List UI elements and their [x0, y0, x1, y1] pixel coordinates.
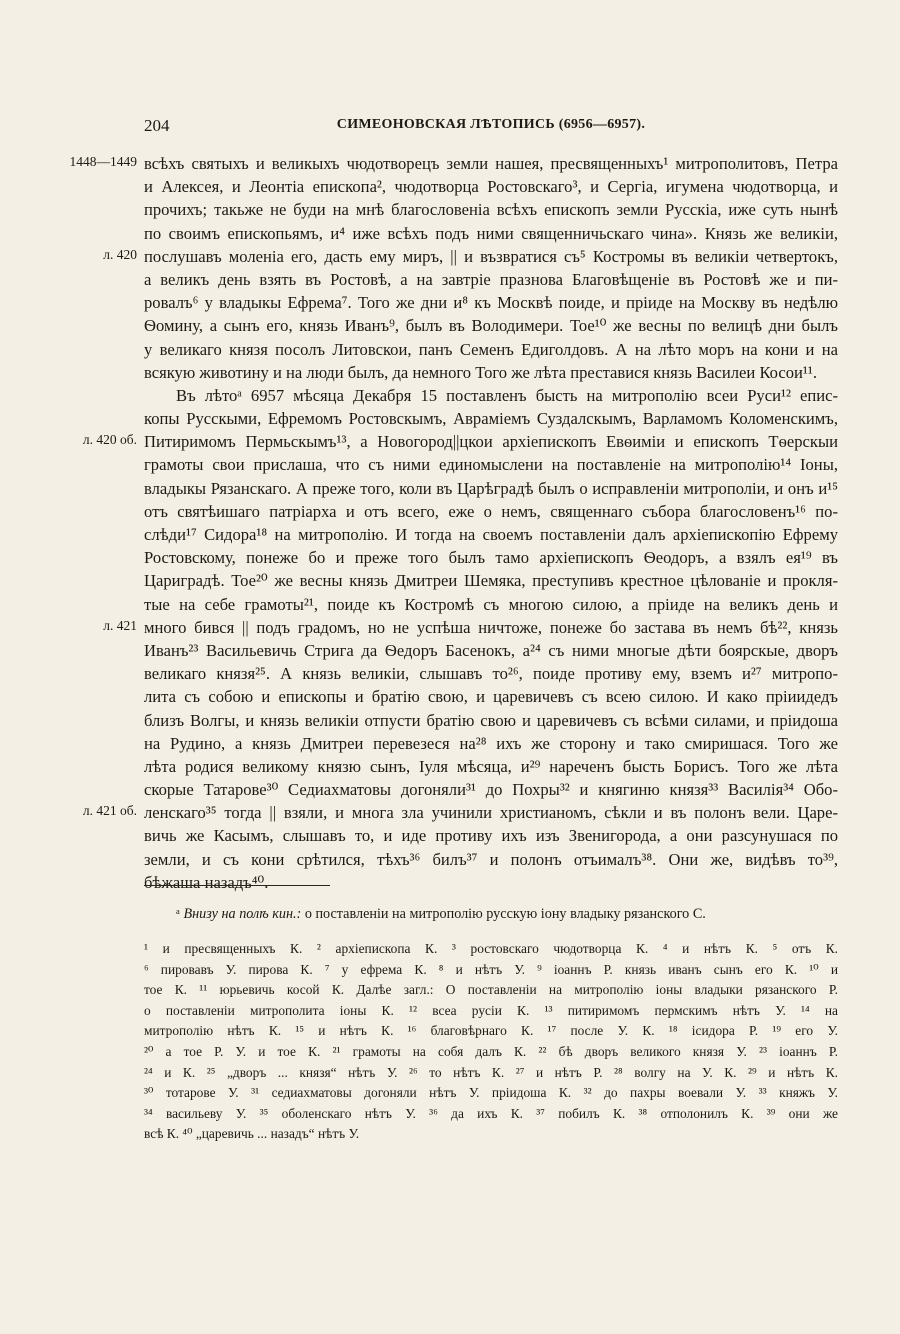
variant-footnotes: [0, 939, 900, 1145]
text-line: [0, 523, 900, 546]
text-line-content: близъ Волгы, и князь великіи отпусти братію свою и царевичевъ съ всѣми силами, и пріидоша: [144, 710, 838, 730]
footnote-line-content: ⁶ пировавъ У. пирова К. ⁷ у ефрема К. ⁸ и нѣтъ У. ⁹ іоаннъ Р. князь иванъ сынъ его К. ¹⁰ и: [144, 961, 838, 977]
text-line: [0, 268, 900, 291]
text-line-content: прочихъ; такьже не буди на мнѣ благословеніа всѣхъ епископъ земли Русскіа, иже суть нынѣ: [144, 200, 838, 220]
text-line-content: Питиримомъ Пермьскымъ¹³, а Новогород||цкои архіепископъ Евѳиміи и епископъ Тѳерскыи: [144, 432, 838, 452]
text-line: [0, 453, 900, 476]
footnote-line: [0, 1104, 900, 1125]
text-line: [0, 314, 900, 337]
running-title: СИМЕОНОВСКАЯ ЛѢТОПИСЬ (6956—6957).: [336, 117, 646, 132]
chronicle-text: [0, 152, 900, 894]
text-line-content: Въ лѣтоᵃ 6957 мѣсяца Декабря 15 поставленъ бысть на митрополію всеи Руси¹² епис-: [176, 385, 838, 405]
text-line: [0, 245, 900, 268]
footnote-a-label: Внизу на полѣ кин.:: [183, 906, 302, 922]
text-line: [0, 198, 900, 221]
footnote-line-content: ¹ и пресвященныхъ К. ² архіепископа К. ³ ростовскаго чюдотворца К. ⁴ и нѣтъ К. ⁵ отъ К.: [144, 941, 838, 956]
marginal-note-footnote: [176, 905, 838, 924]
text-line-content: скорые Татарове³⁰ Седиахматовы догоняли³¹ до Похры³² и княгиню князя³³ Василія³⁴ Обо-: [144, 780, 838, 800]
margin-reference: л. 420 об.: [82, 432, 137, 448]
footnote-line-content: ³⁰ тотарове У. ³¹ седиахматовы догоняли нѣтъ У. пріидоша К. ³² до пахры воевали У. ³³ княжъ У.: [144, 1085, 838, 1101]
text-line: [0, 477, 900, 500]
footnote-line: [0, 980, 900, 1001]
footnote-line-content: о поставленіи митрополита іоны К. ¹² всеа русіи К. ¹³ питиримомъ пермскимъ нѣтъ У. ¹⁴ на: [144, 1002, 838, 1018]
text-line: [0, 871, 900, 894]
text-line: [0, 755, 900, 778]
footnote-line: [0, 1083, 900, 1104]
footnote-line-content: ³⁴ васильеву У. ³⁵ оболенскаго нѣтъ У. ³⁶ да ихъ К. ³⁷ побилъ К. ³⁸ отполонилъ К. ³⁹ они же: [144, 1105, 838, 1121]
footnote-line-content: всѣ К. ⁴⁰ „царевичь ... назадъ“ нѣтъ У.: [144, 1126, 360, 1142]
footnote-line: [0, 1124, 900, 1145]
footnote-line: [0, 1042, 900, 1063]
footnote-line-content: ²⁴ и К. ²⁵ „дворъ ... князя“ нѣтъ У. ²⁶ то нѣтъ К. ²⁷ и нѣтъ Р. ²⁸ волгу на У. К. ²⁹ и нѣтъ К.: [144, 1064, 838, 1080]
text-line-content: бѣжаша назадъ⁴⁰.: [144, 872, 269, 892]
text-line-content: и Алексея, и Леонтіа епископа², чюдотворца Ростовскаго³, и Сергіа, игумена чюдотворца, и: [144, 177, 838, 197]
text-line: [0, 384, 900, 407]
text-line: [0, 500, 900, 523]
text-line: [0, 152, 900, 175]
margin-reference: 1448—1449: [69, 154, 137, 169]
text-line-content: слѣди¹⁷ Сидора¹⁸ на митрополію. И тогда на своемъ поставленіи далъ архіепископію Ефрему: [144, 525, 838, 544]
footnote-line: [0, 960, 900, 981]
text-line: [0, 801, 900, 824]
footnote-line-content: тое К. ¹¹ юрьевичь косой К. Далѣе загл.: О поставленіи на митрополію іоны владыки рязанского Р.: [144, 982, 838, 998]
footnote-line: [0, 939, 900, 960]
text-line: [0, 824, 900, 847]
text-line-content: тые на себе грамоты²¹, поиде къ Костромѣ съ многою силою, а пріиде на великъ день и: [144, 594, 838, 614]
text-line-content: вичь же Касымъ, слышавъ то, и иде противу ихъ изъ Звенигорода, а они разсунушася по: [144, 826, 838, 846]
footnote-line-content: митрополію нѣтъ К. ¹⁵ и нѣтъ К. ¹⁶ благовѣрнаго К. ¹⁷ после У. К. ¹⁸ ісидора Р. ¹⁹ его У.: [144, 1023, 838, 1039]
text-line: [0, 291, 900, 314]
text-line: [0, 222, 900, 245]
footnote-a-text: о поставленіи на митрополію русскую іону владыку рязанского С.: [304, 906, 706, 922]
text-line-content: по своимъ епископьямъ, и⁴ иже всѣхъ подъ ними священничьскаго чина». Князь же великіи,: [144, 223, 838, 243]
text-line-content: много бився || подъ градомъ, но не успѣша ничтоже, понеже бо застава въ немъ бѣ²², князь: [144, 617, 838, 637]
text-line-content: а великъ день взять въ Ростовѣ, а на завтріе празнова Благовѣщеніе въ Ростовѣ же и пи-: [144, 269, 838, 289]
footnote-line: [0, 1021, 900, 1042]
text-line: [0, 778, 900, 801]
text-line: [0, 361, 900, 384]
text-line: [0, 732, 900, 755]
footnote-rule: [144, 885, 330, 886]
text-line-content: ленскаго³⁵ тогда || взяли, и многа зла учинили христианомъ, сѣкли и въ полонъ вели. Царе-: [144, 803, 838, 823]
text-line-content: Иванъ²³ Васильевичь Стрига да Ѳедоръ Басенокъ, а²⁴ съ ними многые дѣти боярскые, дворъ: [144, 640, 838, 660]
text-line-content: отъ святѣишаго патріарха и отъ всего, еже о немъ, священнаго събора благословенъ¹⁶ по-: [144, 501, 838, 521]
text-line: [0, 546, 900, 569]
text-line-content: великаго князя²⁵. А князь великіи, слышавъ то²⁶, поиде противу ему, вземъ и²⁷ митропо-: [144, 664, 838, 684]
footnote-line-content: ²⁰ а тое Р. У. и тое К. ²¹ грамоты на собя далъ К. ²² бѣ дворъ великого князя У. ²³ іоаннъ Р.: [144, 1043, 838, 1059]
text-line-content: лита съ собою и епископы и братію свою, и царевичевъ съ всею силою. И како пріиидедъ: [144, 687, 838, 707]
text-line: [0, 593, 900, 616]
margin-reference: л. 421 об.: [82, 803, 137, 819]
text-line-content: Ростовскому, понеже бо и преже того былъ тамо архіепископъ Ѳеодоръ, а взялъ ея¹⁹ въ: [144, 548, 838, 568]
text-line-content: всѣхъ святыхъ и великыхъ чюдотворецъ земли нашея, пресвященныхъ¹ митрополитовъ, Петра: [144, 154, 838, 173]
text-line-content: Ѳомину, а сынъ его, князь Иванъ⁹, былъ въ Володимери. Тое¹⁰ же весны по велицѣ дни былъ: [144, 316, 838, 336]
text-line: [0, 569, 900, 592]
text-line-content: владыкы Рязанскаго. А преже того, коли въ Царѣградѣ былъ о исправленіи митрополіи, и онъ и¹⁵: [144, 478, 838, 498]
footnote-line: [0, 1063, 900, 1084]
text-line: [0, 709, 900, 732]
text-line-content: земли, и съ кони срѣтился, тѣхъ³⁶ билъ³⁷ и полонъ отъималъ³⁸. Они же, видѣвъ то³⁹,: [144, 849, 838, 869]
text-line: [0, 616, 900, 639]
text-line-content: на Рудино, а князь Дмитреи перевезеся на²⁸ ихъ же сторону и тако смиришася. Того же: [144, 733, 838, 753]
text-line-content: копы Русскыми, Ефремомъ Ростовскымъ, Авраміемъ Суздалскымъ, Варламомъ Коломенскимъ,: [144, 409, 838, 429]
footnote-line: [0, 1001, 900, 1022]
margin-reference: л. 421: [103, 617, 137, 633]
text-line-content: Цариградѣ. Тое²⁰ же весны князь Дмитреи Шемяка, преступивъ крестное цѣлованіе и прокля-: [144, 571, 838, 591]
text-line: [0, 848, 900, 871]
text-line-content: ровалъ⁶ у владыкы Ефрема⁷. Того же дни и⁸ къ Москвѣ поиде, и пріиде на Москву въ недѣлю: [144, 293, 838, 313]
page-header: [144, 116, 838, 140]
text-line: [0, 662, 900, 685]
text-line: [0, 639, 900, 662]
text-line-content: у великаго князя посолъ Литовскои, панъ Семенъ Едиголдовъ. А на лѣто моръ на кони и на: [144, 339, 838, 359]
footnote-a-mark: ᵃ: [176, 906, 180, 922]
margin-reference: л. 420: [103, 246, 137, 262]
page-number: 204: [144, 116, 170, 135]
text-line: [0, 685, 900, 708]
text-line-content: лѣта родися великому князю сынъ, Іуля мѣсяца, и²⁹ нареченъ бысть Борисъ. Того же лѣта: [144, 756, 838, 776]
text-line-content: всякую животину и на люди былъ, да немного Того же лѣта преставися князь Василеи Косои¹¹.: [144, 362, 818, 382]
text-line: [0, 430, 900, 453]
text-line-content: послушавъ моленіа его, дасть ему миръ, || и възвратися съ⁵ Костромы въ великіи четвертокъ,: [144, 246, 838, 266]
text-line: [0, 175, 900, 198]
text-line-content: грамоты свои прислаша, что съ ними единомыслени на поставленіе на митрополію¹⁴ Іоны,: [144, 455, 838, 475]
text-line: [0, 338, 900, 361]
text-line: [0, 407, 900, 430]
